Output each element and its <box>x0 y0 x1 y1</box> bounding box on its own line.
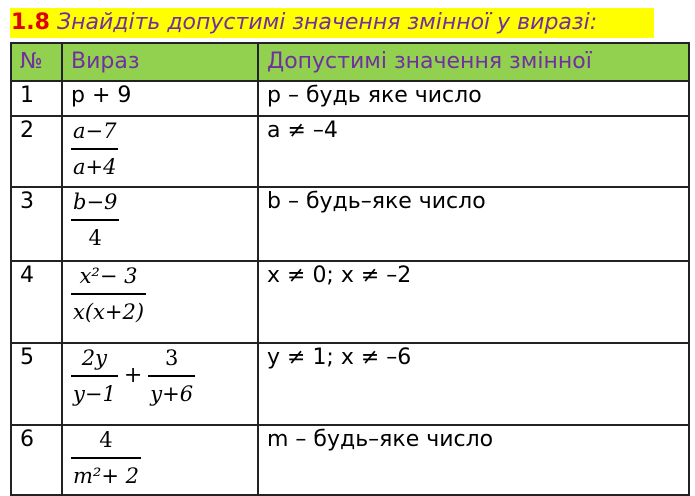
fraction <box>71 426 141 489</box>
denominator: a+4 <box>71 148 118 180</box>
expression <box>62 187 258 261</box>
table-row <box>11 425 689 495</box>
task-number: 1.8 <box>11 10 50 35</box>
header-expression: Вираз <box>62 43 258 81</box>
row-number: 5 <box>11 343 62 425</box>
numerator: a−7 <box>73 119 117 143</box>
numerator: b−9 <box>73 190 118 214</box>
row-number: 2 <box>11 116 62 187</box>
numerator: 2y <box>81 346 108 370</box>
table-row <box>11 261 689 343</box>
allowed-values: b – будь–яке число <box>258 187 689 261</box>
expression <box>62 425 258 495</box>
expression <box>62 116 258 187</box>
row-number: 3 <box>11 187 62 261</box>
fraction <box>71 188 119 251</box>
denominator: 4 <box>71 219 119 251</box>
task-title <box>10 8 654 38</box>
allowed-values: m – будь–яке число <box>258 425 689 495</box>
denominator: x(x+2) <box>71 293 146 325</box>
numerator: 3 <box>164 346 179 370</box>
denominator: m²+ 2 <box>71 457 141 489</box>
table-row <box>11 343 689 425</box>
fraction <box>71 117 118 180</box>
allowed-values: x ≠ 0; x ≠ –2 <box>258 261 689 343</box>
table-row <box>11 116 689 187</box>
row-number: 6 <box>11 425 62 495</box>
table-row <box>11 81 689 116</box>
expression <box>62 343 258 425</box>
numerator: x²− 3 <box>79 264 138 288</box>
plus-sign: + <box>123 362 143 388</box>
fraction <box>71 262 146 325</box>
fraction-right <box>148 344 195 407</box>
allowed-values: a ≠ –4 <box>258 116 689 187</box>
row-number: 4 <box>11 261 62 343</box>
denominator: y−1 <box>71 375 118 407</box>
numerator: 4 <box>99 428 113 452</box>
denominator: y+6 <box>148 375 195 407</box>
fraction-left <box>71 344 118 407</box>
allowed-values: y ≠ 1; x ≠ –6 <box>258 343 689 425</box>
row-number: 1 <box>11 81 62 116</box>
header-row <box>11 43 689 81</box>
expressions-table <box>10 42 690 496</box>
table-row <box>11 187 689 261</box>
allowed-values: p – будь яке число <box>258 81 689 116</box>
expression: p + 9 <box>62 81 258 116</box>
task-text: Знайдіть допустимі значення змінної у виразі: <box>56 10 598 35</box>
expression <box>62 261 258 343</box>
header-number: № <box>11 43 62 81</box>
header-allowed-values: Допустимі значення змінної <box>258 43 689 81</box>
